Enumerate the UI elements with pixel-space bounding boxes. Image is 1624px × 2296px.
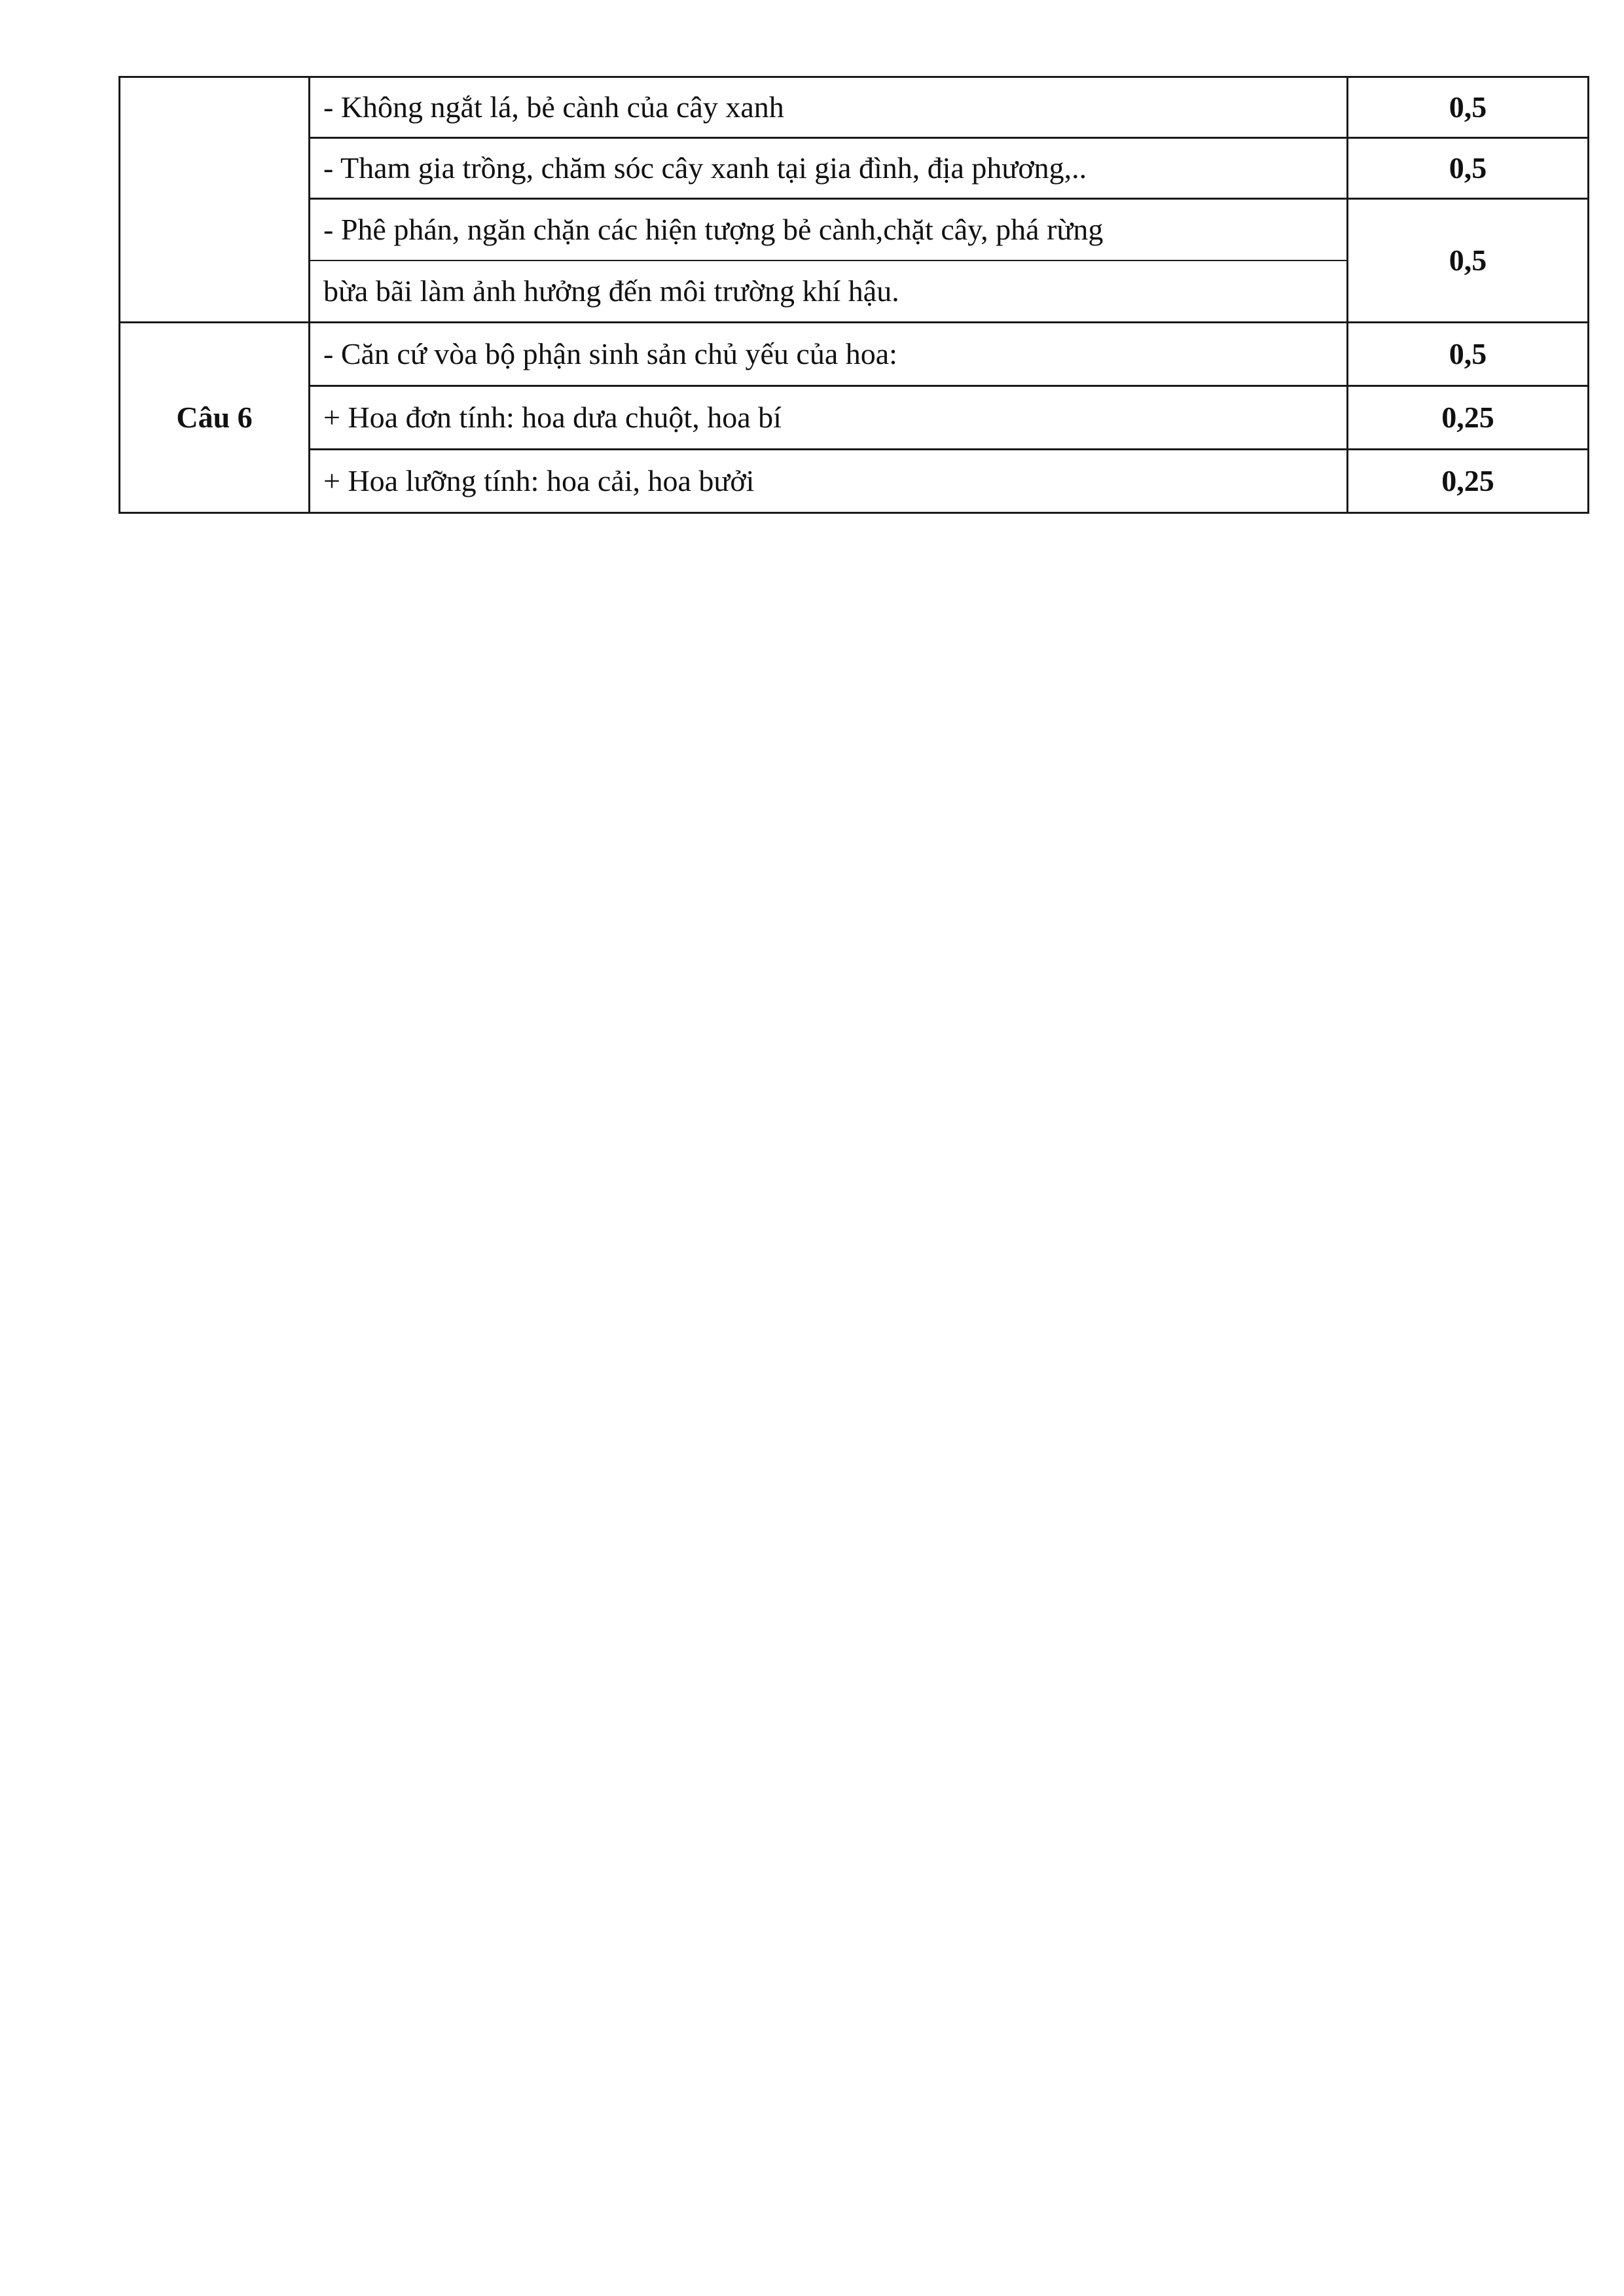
table-row [120, 386, 1589, 450]
table-row [120, 450, 1589, 513]
question-cell [120, 77, 310, 323]
table-row [120, 199, 1589, 261]
content-cell: - Tham gia trồng, chăm sóc cây xanh tại gia đình, địa phương,.. [310, 138, 1348, 199]
score-cell: 0,25 [1348, 450, 1589, 513]
content-cell: - Phê phán, ngăn chặn các hiện tượng bẻ cành,chặt cây, phá rừng [310, 199, 1348, 261]
score-cell: 0,5 [1348, 323, 1589, 386]
content-cell: + Hoa lưỡng tính: hoa cải, hoa bưởi [310, 450, 1348, 513]
content-cell: - Căn cứ vòa bộ phận sinh sản chủ yếu của hoa: [310, 323, 1348, 386]
content-cell-continued: bừa bãi làm ảnh hưởng đến môi trường khí hậu. [310, 260, 1348, 323]
content-cell: - Không ngắt lá, bẻ cành của cây xanh [310, 77, 1348, 138]
score-cell: 0,5 [1348, 77, 1589, 138]
grading-table [118, 76, 1589, 514]
score-cell: 0,5 [1348, 199, 1589, 323]
table-row [120, 138, 1589, 199]
table-row [120, 323, 1589, 386]
question-cell: Câu 6 [120, 323, 310, 513]
table-row [120, 77, 1589, 138]
content-cell: + Hoa đơn tính: hoa dưa chuột, hoa bí [310, 386, 1348, 450]
score-cell: 0,25 [1348, 386, 1589, 450]
score-cell: 0,5 [1348, 138, 1589, 199]
